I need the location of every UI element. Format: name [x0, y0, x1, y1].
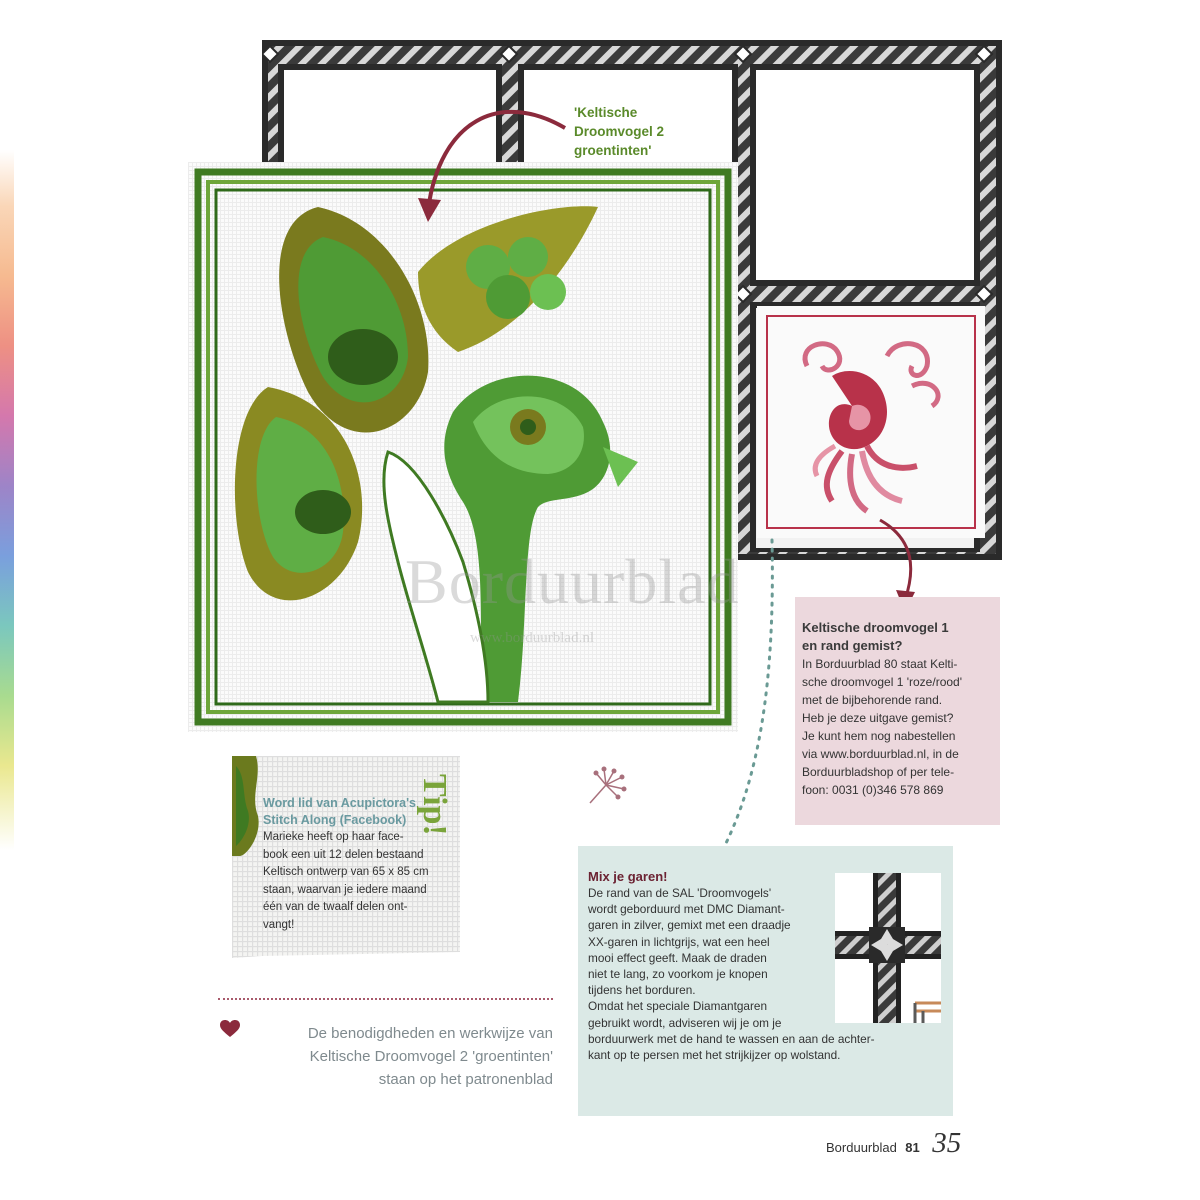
watermark-url: www.borduurblad.nl	[470, 630, 595, 646]
caption-line: Droomvogel 2	[574, 124, 665, 139]
supplies-note	[218, 998, 553, 1091]
tip-text-line: één van de twaalf delen ont-	[263, 901, 408, 913]
box-text-line: XX-garen in lichtgrijs, wat een heel	[588, 934, 770, 949]
tip-heading: Stitch Along (Facebook)	[263, 813, 407, 827]
tip-text-line: Marieke heeft op haar face-	[263, 831, 404, 843]
tip-label: Tip!	[416, 774, 453, 836]
box-text-line: Omdat het speciale Diamantgaren	[588, 999, 768, 1014]
page-footer	[826, 1127, 961, 1160]
celtic-border-detail-photo	[835, 873, 941, 1023]
note-line: staan op het patronenblad	[378, 1071, 553, 1088]
caption-line: 'Keltische	[574, 105, 638, 120]
box-title: Mix je garen!	[588, 869, 668, 884]
box-title: Keltische droomvogel 1	[802, 620, 949, 635]
box-text-line: via www.borduurblad.nl, in de	[802, 747, 959, 761]
photo-caption	[574, 103, 714, 160]
box-text-line: tijdens het borduren.	[588, 983, 696, 998]
box-text-line: niet te lang, zo voorkom je knopen	[588, 967, 768, 982]
peacock-cross-stitch-photo	[188, 162, 738, 732]
box-text-line: kant op te persen met het strijkijzer op wolstand.	[588, 1048, 841, 1063]
red-bird-cross-stitch-photo	[757, 306, 985, 538]
tip-text-line: vangt!	[263, 918, 295, 931]
box-title: en rand gemist?	[802, 638, 903, 653]
box-text-line: borduurwerk met de hand te wassen en aan de achter-	[588, 1031, 875, 1046]
dotted-divider	[218, 998, 553, 1000]
flower-ornament-icon	[580, 763, 632, 807]
tip-text	[263, 795, 458, 934]
heart-icon	[220, 1020, 240, 1038]
box-text-line: De rand van de SAL 'Droomvogels'	[588, 886, 772, 900]
box-text-line: sche droomvogel 1 'roze/rood'	[802, 675, 963, 689]
box-text-line: wordt geborduurd met DMC Diamant-	[588, 902, 785, 917]
note-line: De benodigdheden en werkwijze van	[307, 1025, 553, 1042]
box-text-line: In Borduurblad 80 staat Kelti-	[802, 657, 958, 671]
box-text-line: foon: 0031 (0)346 578 869	[802, 783, 944, 797]
box-text-line: garen in zilver, gemixt met een draadje	[588, 918, 791, 933]
page-number: 35	[932, 1127, 962, 1159]
footer-issue: 81	[905, 1140, 920, 1155]
box-text-line: gebruikt wordt, adviseren wij je om je	[588, 1015, 782, 1030]
box-text-line: met de bijbehorende rand.	[802, 693, 943, 707]
box-text-line: Heb je deze uitgave gemist?	[802, 711, 954, 725]
caption-line: groentinten'	[574, 143, 652, 158]
tip-text-line: staan, waarvan je iedere maand	[263, 883, 427, 896]
footer-brand: Borduurblad	[826, 1140, 897, 1155]
box-text-line: Borduurbladshop of per tele-	[802, 765, 955, 779]
rainbow-strip	[0, 150, 14, 850]
tip-text-line: book een uit 12 delen bestaand	[263, 848, 424, 861]
missed-issue-box	[795, 597, 1000, 825]
note-line: Keltische Droomvogel 2 'groentinten'	[309, 1048, 553, 1065]
box-text-line: mooi effect geeft. Maak de draden	[588, 950, 767, 965]
tip-text-line: Keltisch ontwerp van 65 x 85 cm	[263, 866, 429, 878]
watermark: Borduurblad	[405, 546, 740, 617]
tip-heading: Word lid van Acupictora's	[263, 796, 416, 810]
box-text-line: Je kunt hem nog nabestellen	[802, 729, 956, 743]
